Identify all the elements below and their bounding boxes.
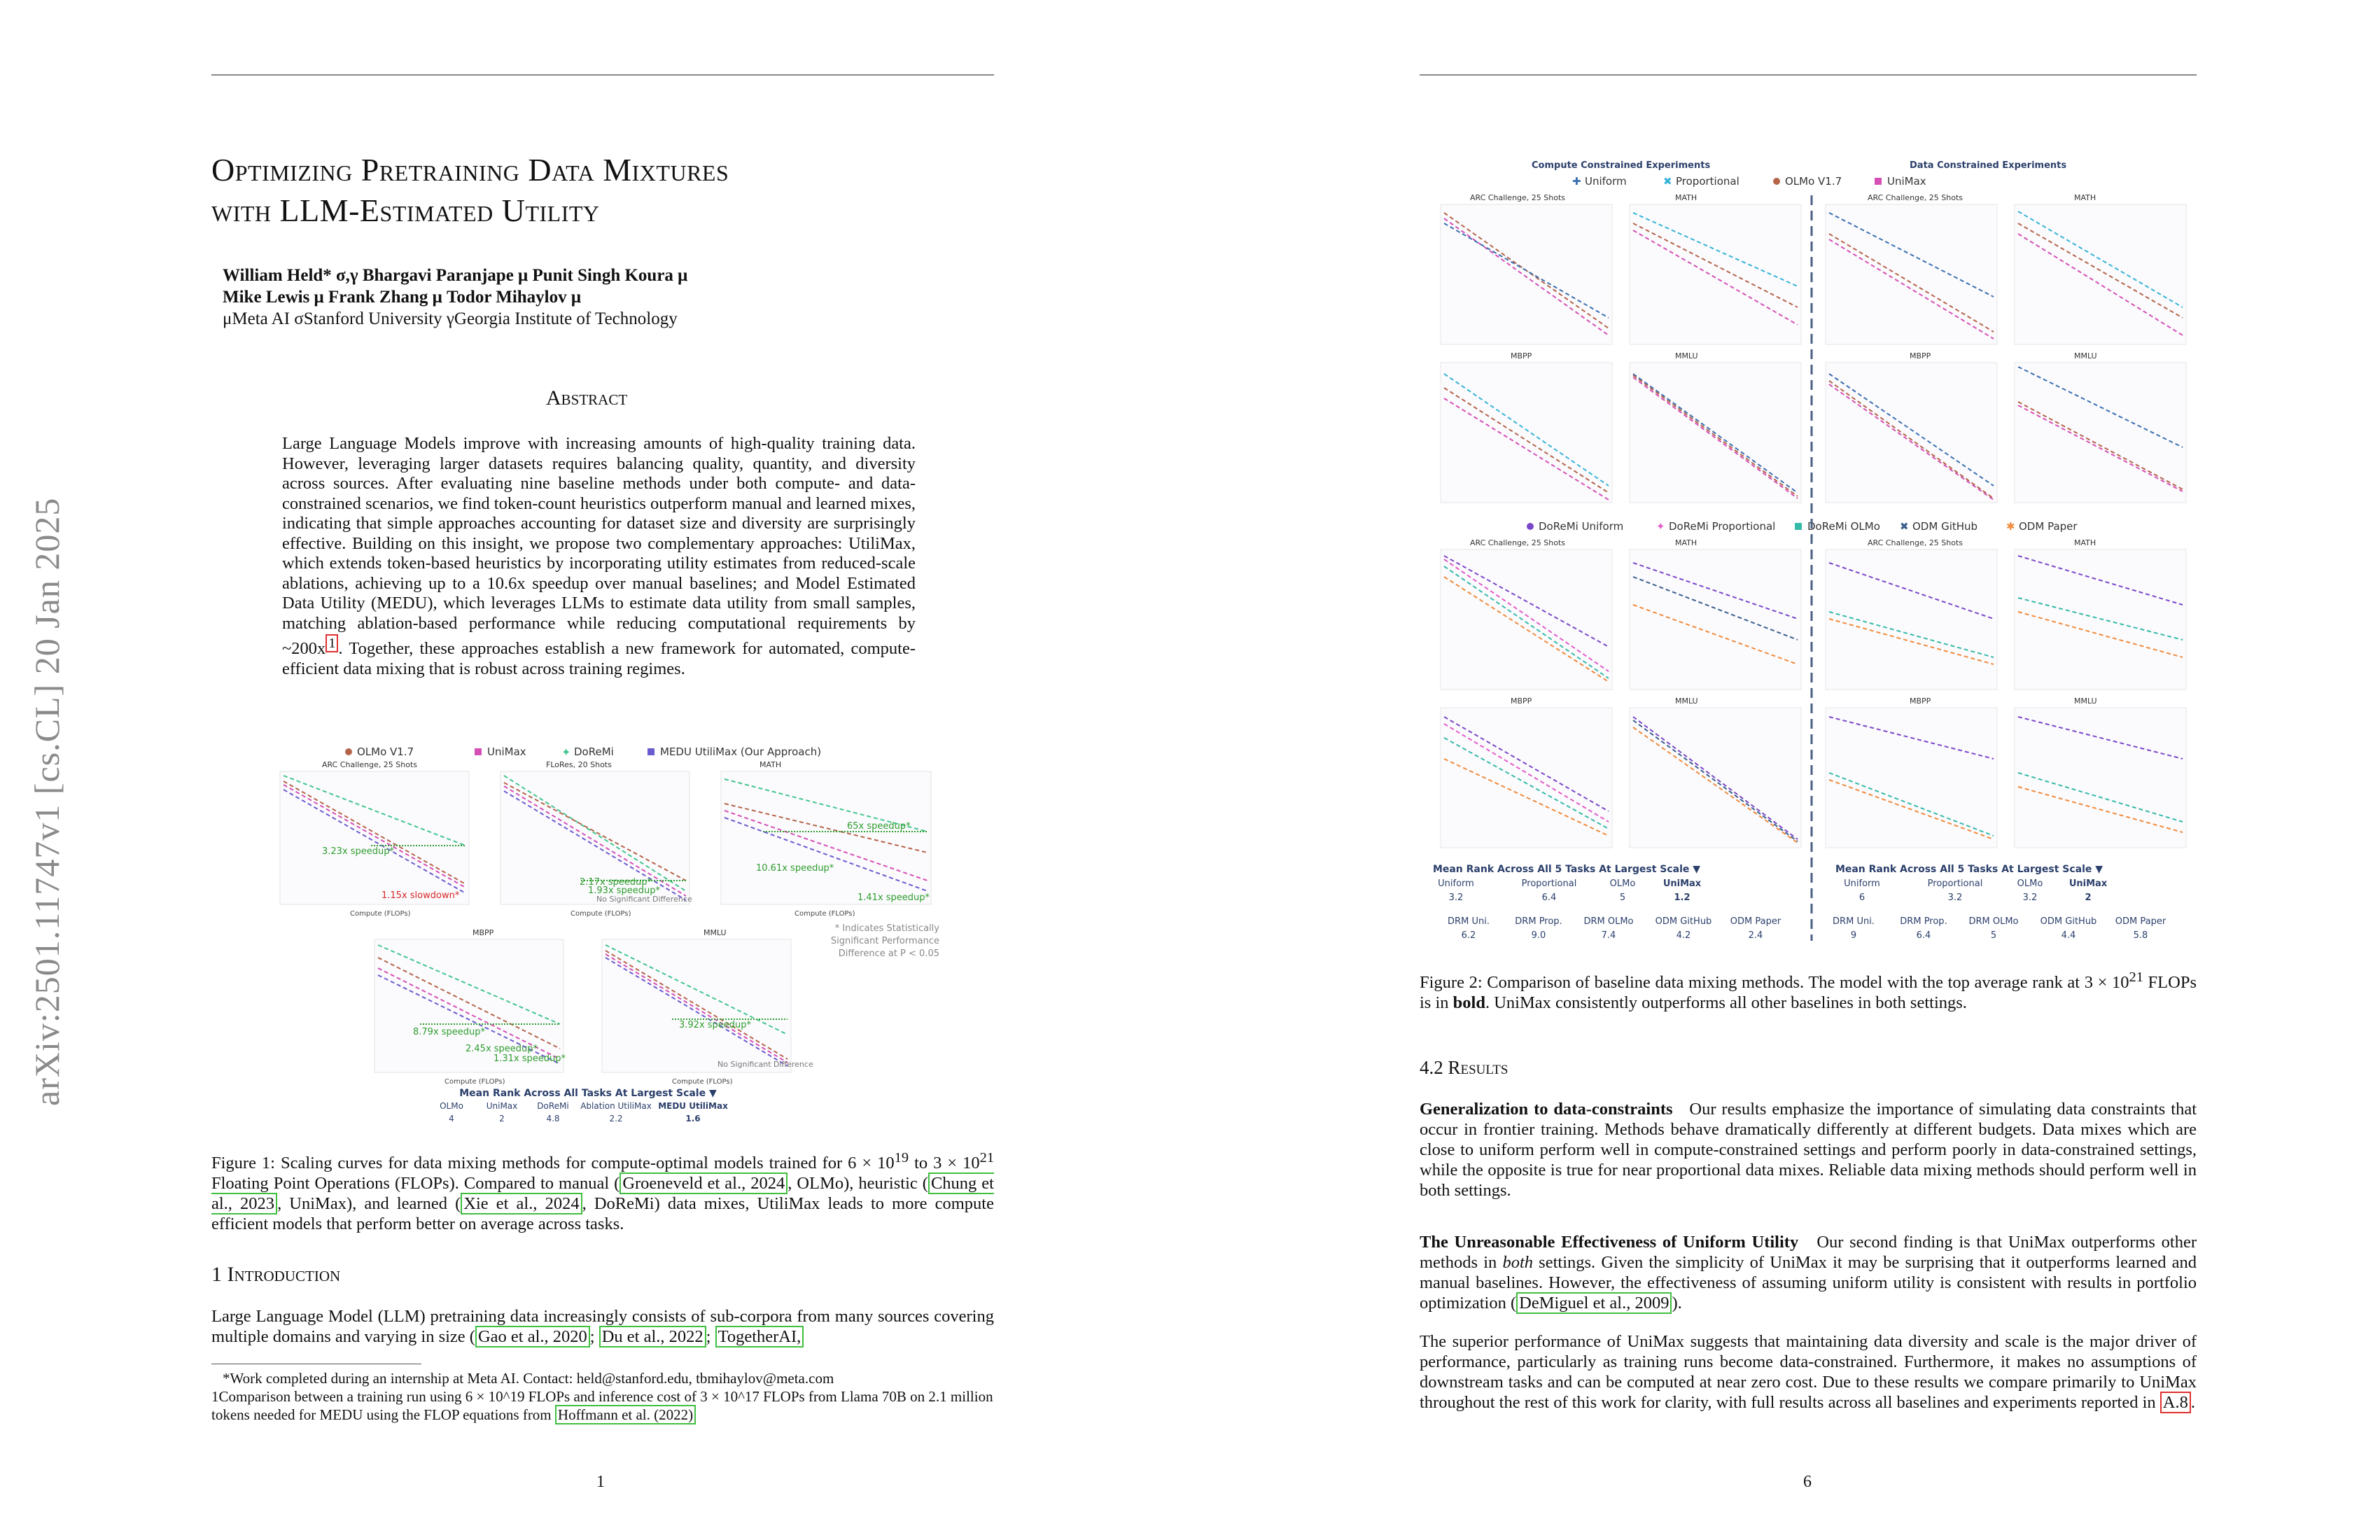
figure-2 [1420,157,2197,948]
svg-text:5.8: 5.8 [2133,930,2148,941]
svg-text:Uniform: Uniform [1844,878,1880,889]
svg-text:ODM Paper: ODM Paper [2115,916,2166,927]
legend-marker-unimax [1875,178,1882,185]
svg-text:MMLU: MMLU [2074,696,2097,706]
svg-text:DoReMi: DoReMi [537,1101,569,1111]
citation-link[interactable]: Gao et al., 2020 [475,1326,590,1348]
annot-mbpp-3: 1.31x speedup* [493,1054,566,1064]
panel-title-mmlu: MMLU [704,928,727,937]
svg-text:UniMax: UniMax [1887,175,1926,188]
results-heading: 4.2 Results [1420,1057,1508,1078]
citation-link[interactable]: Groeneveld et al., 2024 [620,1172,788,1194]
svg-text:MMLU: MMLU [1675,351,1698,360]
svg-text:3.2: 3.2 [1448,892,1464,903]
svg-text:ARC Challenge, 25 Shots: ARC Challenge, 25 Shots [1470,193,1566,202]
svg-text:MMLU: MMLU [1675,696,1698,706]
svg-text:OLMo: OLMo [2017,878,2043,889]
svg-text:DRM Prop.: DRM Prop. [1900,916,1947,927]
intro-paragraph: Large Language Model (LLM) pretraining data increasingly consists of sub-corpora from many sources covering multiple domains and varying in size ( Gao et al., 2020 ; Du et al., 2022 ; TogetherAI, [211,1307,994,1346]
results-paragraph-2: The Unreasonable Effectiveness of Uniform Utility Our second finding is that UniMax outperforms other methods in both settings. Given the simplicity of UniMax it may be surprising that it outperforms learned and manual baselines. However, the effectiveness of assuming uniform utility is consistent with results in portfolio optimization ( DeMiguel et al., 2009 ). [1420,1233,2197,1312]
page-6 [1190,0,2380,1540]
svg-text:DRM Uni.: DRM Uni. [1448,916,1490,927]
annot-mbpp-2: 2.45x speedup* [465,1044,538,1054]
fig1-legend [345,746,821,759]
annot-flores-nsd: No Significant Difference [596,895,692,904]
svg-text:MATH: MATH [2074,193,2096,202]
svg-text:9.0: 9.0 [1531,930,1546,941]
paper-title: Optimizing Pretraining Data Mixtures with LLM-Estimated Utility [211,152,729,228]
legend-utilimax: MEDU UtiliMax (Our Approach) [660,746,822,758]
svg-text:ODM GitHub: ODM GitHub [1655,916,1712,927]
footnote-ref-link[interactable]: 1 [326,634,338,652]
svg-text:Mean Rank Across All 5 Tasks A: Mean Rank Across All 5 Tasks At Largest Scale ▼ [1835,864,2104,875]
xlabel-math: Compute (FLOPs) [794,910,855,918]
svg-text:Uniform: Uniform [1438,878,1474,889]
annot-mmlu-1: 3.92x speedup* [679,1020,752,1030]
svg-text:2: 2 [2085,892,2092,903]
panel-title-math: MATH [760,760,782,769]
author-list: William Held* σ,γ Bhargavi Paranjape μ Punit Singh Koura μ Mike Lewis μ Frank Zhang μ Todor Mihaylov μ μMeta AI σStanford University γGeorgia Institute of Technology [223,266,688,328]
legend-marker-olmo [345,748,352,755]
annot-math-2: 10.61x speedup* [756,863,834,874]
xlabel-mmlu: Compute (FLOPs) [672,1078,733,1086]
svg-text:Ablation UtiliMax: Ablation UtiliMax [580,1101,652,1111]
annot-flores-1: 2.17x speedup* [580,877,652,888]
fig2-rank-left [1433,864,1782,941]
svg-text:6: 6 [1858,892,1865,903]
sig-note-1: * Indicates Statistically [834,923,939,934]
svg-text:1.2: 1.2 [1674,892,1690,903]
svg-text:MBPP: MBPP [1910,696,1931,706]
panel-title-arc: ARC Challenge, 25 Shots [322,760,418,769]
svg-text:DRM Prop.: DRM Prop. [1515,916,1562,927]
svg-text:ODM Paper: ODM Paper [2019,520,2078,533]
svg-text:Uniform: Uniform [1585,175,1627,188]
legend-marker-drm-olmo [1795,523,1802,530]
svg-text:4.2: 4.2 [1676,930,1691,941]
svg-text:1.6: 1.6 [685,1114,701,1124]
svg-text:7.4: 7.4 [1601,930,1616,941]
svg-text:MMLU: MMLU [2074,351,2097,360]
citation-link[interactable]: TogetherAI, [715,1326,804,1348]
svg-text:MEDU UtiliMax: MEDU UtiliMax [658,1101,728,1111]
legend-marker-olmo [1773,178,1780,185]
citation-link[interactable]: Hoffmann et al. (2022) [555,1405,696,1424]
citation-link[interactable]: DeMiguel et al., 2009 [1516,1292,1672,1314]
sig-note-2: Significant Performance [830,936,939,946]
legend-olmo: OLMo V1.7 [357,746,414,758]
appendix-ref-link[interactable]: A.8 [2160,1392,2191,1413]
footnote-2: 1Comparison between a training run using 6 × 10^19 FLOPs and inference cost of 3 × 10^17 FLOPs from Llama 70B on 2.1 million tokens needed for MEDU using the FLOP equations from Hoffmann et al. (2022) [211,1388,993,1423]
page-number: 1 [596,1473,605,1491]
intro-heading: 1 Introduction [211,1263,341,1286]
svg-text:MATH: MATH [1675,193,1698,202]
legend-unimax: UniMax [487,746,526,758]
svg-text:MBPP: MBPP [1511,351,1532,360]
top-rule [211,74,994,76]
svg-text:UniMax: UniMax [486,1101,518,1111]
annot-flores-2: 1.93x speedup* [588,886,661,896]
svg-text:ARC Challenge, 25 Shots: ARC Challenge, 25 Shots [1868,538,1963,547]
top-rule [1420,74,2197,76]
svg-text:5: 5 [1619,892,1626,903]
legend-marker-unimax [475,748,482,755]
svg-text:DRM OLMo: DRM OLMo [1583,916,1634,927]
svg-text:6.4: 6.4 [1916,930,1931,941]
figure-1 [252,741,952,1133]
abstract-heading: Abstract [546,386,628,410]
fig1-rank-title: Mean Rank Across All Tasks At Largest Scale ▼ [459,1088,717,1099]
legend-marker-odm-github: ✖ [1900,520,1909,533]
svg-text:Proportional: Proportional [1521,878,1577,889]
svg-text:2.2: 2.2 [609,1114,623,1124]
svg-text:ODM GitHub: ODM GitHub [1912,520,1978,533]
svg-text:3.2: 3.2 [2022,892,2038,903]
svg-text:MATH: MATH [1675,538,1698,547]
svg-text:ODM Paper: ODM Paper [1730,916,1782,927]
abstract-text: Large Language Models improve with increasing amounts of high-quality training data. However, leveraging larger datasets requires balancing quality, quantity, and diversity across sources. After evaluating nine baseline methods under both compute- and data-constrained scenarios, we find token-count heuristics outperform manual and learned mixes, indicating that simple approaches accounting for dataset size and diversity are surprisingly effective. Building on this insight, we propose two complementary approaches: UtiliMax, which extends token-based heuristics by incorporating utility estimates from reduced-scale ablations, achieving up to a 10.6x speedup over manual baselines; and Model Estimated Data Utility (MEDU), which leverages LLMs to estimate data utility from small samples, matching ablation-based performance while reducing computational requirements by ~200x $^1$ . Together, these approaches establish a new framework for automated, compute-efficient data mixing that is robust across training regimes. [282,434,916,678]
annot-arc-slowdown: 1.15x slowdown* [382,890,460,901]
svg-text:MBPP: MBPP [1511,696,1532,706]
svg-text:UniMax: UniMax [2068,878,2108,889]
legend-marker-doremi: ✦ [561,746,571,759]
svg-text:MBPP: MBPP [1910,351,1931,360]
svg-text:ARC Challenge, 25 Shots: ARC Challenge, 25 Shots [1470,538,1566,547]
xlabel-mbpp: Compute (FLOPs) [444,1078,505,1086]
svg-text:OLMo: OLMo [1609,878,1636,889]
figure-1-caption: Figure 1: Scaling curves for data mixing methods for compute-optimal models trained for $6 \times 10^{19}$ to $3 \times 10^{21}$ Floating Point Operations (FLOPs). Compared to manual ( Groeneveld et al., 2024 , OLMo), heuristic ( Chung et al., 2023 , UniMax), and learned ( Xie et al., 2024 , DoReMi) data mixes, UtiliMax leads to more compute efficient models that perform better on average across tasks. [211,1150,995,1234]
svg-text:9: 9 [1850,930,1857,941]
panel-title-mbpp: MBPP [472,928,494,937]
fig2-legend-bottom [1527,520,2078,533]
results-paragraph-1: Generalization to data-constraints Our results emphasize the importance of simulating data constraints that occur in frontier training. Methods behave dramatically differently at different budgets. Data mixes which are close to uniform perform well in compute-constrained settings and perform poorly in data-constrained settings, while the opposite is true for near proportional data mixes. Reliable data mixing methods should perform well in both settings. [1420,1100,2197,1200]
svg-text:2.4: 2.4 [1748,930,1763,941]
svg-text:DRM Uni.: DRM Uni. [1833,916,1875,927]
fig2-rank-right [1833,864,2166,941]
svg-text:6.4: 6.4 [1541,892,1557,903]
legend-marker-uniform: ✚ [1572,175,1581,188]
fig2-legend-top [1572,175,1926,188]
legend-doremi: DoReMi [574,746,614,758]
legend-marker-drm-prop: ✦ [1656,520,1665,533]
figure-2-caption: Figure 2: Comparison of baseline data mixing methods. The model with the top average rank at $3 \times 10^{21}$ FLOPs is in bold. UniMax consistently outperforms all other baselines in both settings. [1420,969,2197,1013]
fig1-plot-areas [280,771,931,1072]
svg-text:3.2: 3.2 [1947,892,1963,903]
fig2-compute-header: Compute Constrained Experiments [1532,160,1711,171]
svg-text:4.4: 4.4 [2061,930,2076,941]
svg-text:OLMo: OLMo [440,1101,463,1111]
svg-text:Proportional: Proportional [1676,175,1740,188]
citation-link[interactable]: Chung et al., 2023 [211,1174,994,1214]
fig2-data-header: Data Constrained Experiments [1910,160,2067,171]
legend-marker-proportional: ✖ [1663,175,1672,188]
page-number: 6 [1803,1473,1812,1491]
svg-text:4.8: 4.8 [546,1114,560,1124]
legend-marker-drm-uniform [1527,523,1534,530]
svg-text:2: 2 [499,1114,505,1124]
svg-text:Proportional: Proportional [1927,878,1983,889]
xlabel-arc: Compute (FLOPs) [350,910,411,918]
svg-text:UniMax: UniMax [1662,878,1702,889]
svg-text:MATH: MATH [2074,538,2096,547]
arxiv-sidebar-stamp: arXiv:2501.11747v1 [cs.CL] 20 Jan 2025 [27,497,66,1106]
legend-marker-utilimax [648,748,654,755]
annot-arc-speedup: 3.23x speedup* [322,846,395,857]
results-paragraph-3: The superior performance of UniMax suggests that maintaining data diversity and scale is the major driver of performance, particularly as training runs become data-constrained. Furthermore, it makes no assumptions of downstream tasks and can be computed at near zero cost. Due to these results we compare primarily to UniMax throughout the rest of this work for clarity, with full results across all baselines and experiments reported in A.8 . [1420,1332,2197,1412]
svg-text:DoReMi OLMo: DoReMi OLMo [1807,520,1880,533]
svg-text:ARC Challenge, 25 Shots: ARC Challenge, 25 Shots [1868,193,1963,202]
annot-math-1: 65x speedup* [847,821,911,832]
svg-text:4: 4 [449,1114,454,1124]
svg-text:ODM GitHub: ODM GitHub [2040,916,2097,927]
citation-link[interactable]: Du et al., 2022 [599,1326,706,1348]
svg-text:5: 5 [1990,930,1997,941]
svg-text:Mean Rank Across All 5 Tasks A: Mean Rank Across All 5 Tasks At Largest Scale ▼ [1432,864,1701,875]
footnote-1: *Work completed during an internship at Meta AI. Contact: held@stanford.edu, tbmihaylov@meta.com [223,1370,834,1387]
svg-text:6.2: 6.2 [1461,930,1476,941]
citation-link[interactable]: Xie et al., 2024 [461,1193,582,1214]
annot-mbpp-1: 8.79x speedup* [413,1027,486,1037]
annot-mmlu-nsd: No Significant Difference [718,1060,813,1069]
annot-math-3: 1.41x speedup* [858,892,930,903]
svg-text:DRM OLMo: DRM OLMo [1968,916,2019,927]
svg-text:DoReMi Uniform: DoReMi Uniform [1539,520,1624,533]
sig-note-3: Difference at P < 0.05 [838,948,939,959]
xlabel-flores: Compute (FLOPs) [570,910,631,918]
affiliations: μMeta AI σStanford University γGeorgia Institute of Technology [223,309,678,328]
legend-marker-odm-paper: ✱ [2006,520,2015,533]
svg-text:DoReMi Proportional: DoReMi Proportional [1669,520,1776,533]
fig1-rank-table [440,1101,728,1124]
panel-title-flores: FLoRes, 20 Shots [546,760,612,769]
svg-text:OLMo V1.7: OLMo V1.7 [1785,175,1842,188]
